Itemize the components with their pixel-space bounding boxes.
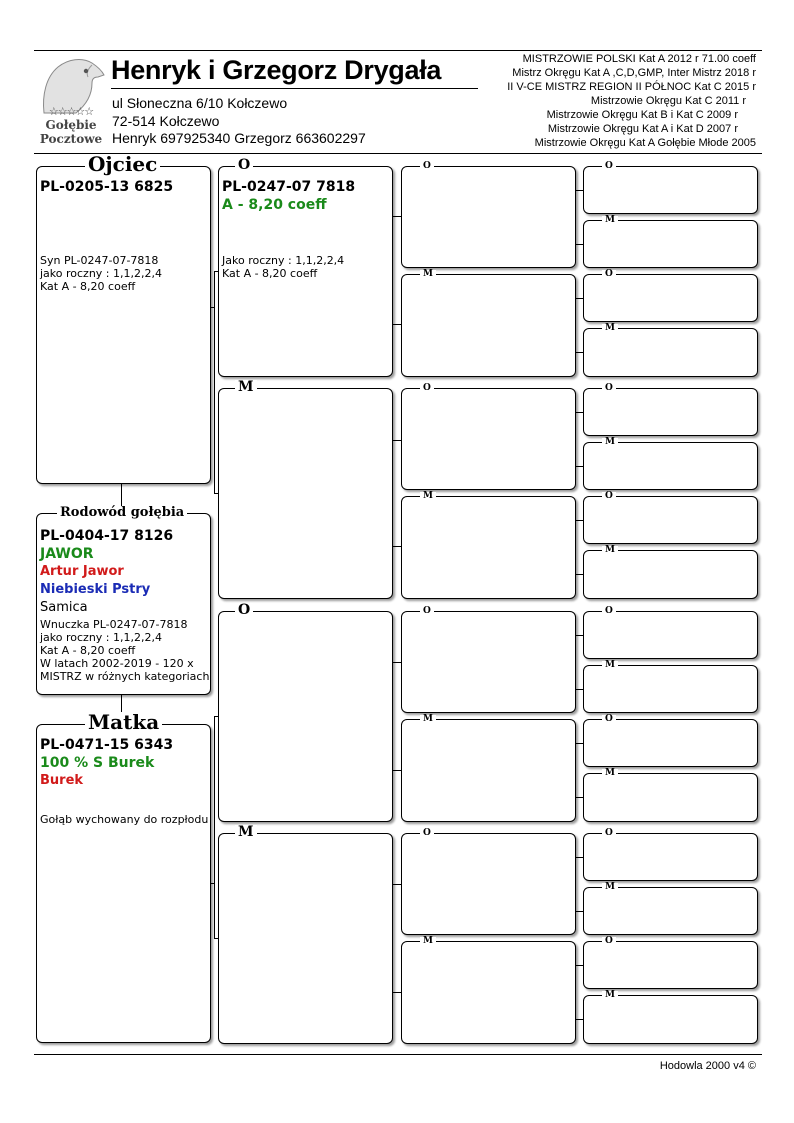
connector xyxy=(576,965,583,966)
gen4-card-2 xyxy=(583,215,758,268)
m-label: M xyxy=(602,216,618,225)
subject-note-4: W latach 2002-2019 - 120 x xyxy=(40,657,194,670)
o-label: O xyxy=(235,158,253,172)
gen4-card-6 xyxy=(583,437,758,490)
o-label: O xyxy=(420,829,434,838)
connector xyxy=(393,216,401,217)
dam-note-1: Gołąb wychowany do rozpłodu xyxy=(40,813,209,826)
gen4-card-16 xyxy=(583,990,758,1044)
achievement-7: Mistrzowie Okręgu Kat A Gołębie Młode 2005 xyxy=(534,137,756,149)
achievement-1: MISTRZOWIE POLSKI Kat A 2012 r 71.00 coeff xyxy=(522,53,756,65)
sire-sire-coeff: A - 8,20 coeff xyxy=(222,197,327,213)
connector xyxy=(393,662,401,663)
gen4-card-14 xyxy=(583,882,758,935)
gen3-card-7 xyxy=(401,828,576,935)
connector xyxy=(214,716,215,939)
connector xyxy=(576,352,583,353)
o-label: O xyxy=(602,937,616,946)
achievement-3: II V-CE MISTRZ REGION II PÓŁNOC Kat C 2015 r xyxy=(507,81,756,93)
m-label: M xyxy=(602,546,618,555)
gen4-card-7 xyxy=(583,491,758,544)
connector xyxy=(576,911,583,912)
o-label: O xyxy=(602,492,616,501)
gen3-card-8 xyxy=(401,936,576,1044)
sire-label: Ojciec xyxy=(85,154,160,174)
gen3-card-5 xyxy=(401,606,576,713)
footer-software: Hodowla 2000 v4 © xyxy=(659,1060,756,1072)
dam-card xyxy=(36,710,211,1043)
o-label: O xyxy=(235,603,253,617)
m-label: M xyxy=(420,492,436,501)
sire-note-1: Syn PL-0247-07-7818 xyxy=(40,254,159,267)
connector xyxy=(214,271,215,494)
logo xyxy=(36,55,106,149)
achievement-5: Mistrzowie Okręgu Kat B i Kat C 2009 r xyxy=(546,109,738,121)
gen3-card-2 xyxy=(401,269,576,377)
connector xyxy=(576,466,583,467)
connector xyxy=(576,244,583,245)
o-label: O xyxy=(602,715,616,724)
connector xyxy=(393,992,401,993)
connector xyxy=(393,324,401,325)
gen4-card-13 xyxy=(583,828,758,881)
o-label: O xyxy=(602,162,616,171)
sire-note-2: jako roczny : 1,1,2,2,4 xyxy=(40,267,162,280)
achievement-2: Mistrz Okręgu Kat A ,C,D,GMP, Inter Mistrz 2018 r xyxy=(512,67,756,79)
address-street: ul Słoneczna 6/10 Kołczewo xyxy=(112,95,288,111)
m-label: M xyxy=(420,270,436,279)
breeder-name-underline xyxy=(111,88,478,89)
connector xyxy=(576,190,583,191)
logo-stars: ☆☆☆☆☆ xyxy=(48,105,94,118)
connector xyxy=(214,938,218,939)
m-label: M xyxy=(602,883,618,892)
breeder-name: Henryk i Grzegorz Drygała xyxy=(111,55,442,85)
sire-ring: PL-0205-13 6825 xyxy=(40,179,174,195)
o-label: O xyxy=(420,607,434,616)
gen3-card-4 xyxy=(401,491,576,599)
connector xyxy=(393,440,401,441)
sire-sire-note-2: Kat A - 8,20 coeff xyxy=(222,267,318,280)
o-label: O xyxy=(420,162,434,171)
gen4-card-11 xyxy=(583,714,758,767)
subject-color: Niebieski Pstry xyxy=(40,582,151,597)
dam-strain: 100 % S Burek xyxy=(40,755,155,771)
header-top-rule xyxy=(34,50,762,51)
gen4-card-4 xyxy=(583,323,758,377)
connector xyxy=(576,743,583,744)
subject-note-2: jako roczny : 1,1,2,2,4 xyxy=(40,631,162,644)
phones: Henryk 697925340 Grzegorz 663602297 xyxy=(112,130,366,146)
subject-note-3: Kat A - 8,20 coeff xyxy=(40,644,136,657)
m-label: M xyxy=(235,380,257,394)
gen4-card-12 xyxy=(583,768,758,822)
connector xyxy=(393,546,401,547)
gen4-card-9 xyxy=(583,606,758,659)
gen4-card-1 xyxy=(583,161,758,214)
subject-note-5: MISTRZ w różnych kategoriach xyxy=(40,670,210,683)
subject-name: JAWOR xyxy=(40,546,94,562)
connector xyxy=(214,271,218,272)
footer-rule xyxy=(34,1054,762,1055)
m-label: M xyxy=(420,715,436,724)
gen4-card-5 xyxy=(583,383,758,436)
o-label: O xyxy=(602,384,616,393)
connector xyxy=(393,770,401,771)
gen3-card-3 xyxy=(401,383,576,490)
dam-ring: PL-0471-15 6343 xyxy=(40,737,174,753)
gen4-card-8 xyxy=(583,545,758,599)
subject-card xyxy=(36,505,211,695)
connector xyxy=(576,857,583,858)
sire-card xyxy=(36,152,211,484)
gen4-card-3 xyxy=(583,269,758,322)
gen3-card-1 xyxy=(401,161,576,268)
gen4-card-10 xyxy=(583,660,758,713)
dam-name: Burek xyxy=(40,773,84,788)
connector xyxy=(214,716,218,717)
dam-sire-card xyxy=(218,602,393,822)
sire-dam-card xyxy=(218,379,393,599)
subject-note-1: Wnuczka PL-0247-07-7818 xyxy=(40,618,188,631)
sire-sire-card xyxy=(218,157,393,377)
o-label: O xyxy=(602,270,616,279)
m-label: M xyxy=(602,324,618,333)
subject-owner: Artur Jawor xyxy=(40,564,124,579)
sire-sire-note-1: Jako roczny : 1,1,2,2,4 xyxy=(222,254,345,267)
dam-dam-card xyxy=(218,824,393,1044)
connector xyxy=(576,412,583,413)
connector xyxy=(576,689,583,690)
subject-label: Rodowód gołębia xyxy=(57,506,187,519)
m-label: M xyxy=(602,769,618,778)
sire-note-3: Kat A - 8,20 coeff xyxy=(40,280,136,293)
o-label: O xyxy=(602,607,616,616)
address-city: 72-514 Kołczewo xyxy=(112,113,220,129)
connector xyxy=(576,1019,583,1020)
sire-sire-ring: PL-0247-07 7818 xyxy=(222,179,356,195)
o-label: O xyxy=(602,829,616,838)
subject-ring: PL-0404-17 8126 xyxy=(40,528,174,544)
achievement-4: Mistrzowie Okręgu Kat C 2011 r xyxy=(590,95,746,107)
subject-sex: Samica xyxy=(40,600,88,615)
connector xyxy=(576,574,583,575)
connector xyxy=(576,797,583,798)
dam-label: Matka xyxy=(85,712,162,732)
logo-text-line1: Gołębie xyxy=(45,118,97,132)
connector xyxy=(576,520,583,521)
connector xyxy=(393,884,401,885)
m-label: M xyxy=(602,438,618,447)
achievement-6: Mistrzowie Okręgu Kat A i Kat D 2007 r xyxy=(547,123,738,135)
gen3-card-6 xyxy=(401,714,576,822)
logo-text-line2: Pocztowe xyxy=(39,132,103,146)
m-label: M xyxy=(420,937,436,946)
connector xyxy=(214,493,218,494)
o-label: O xyxy=(420,384,434,393)
m-label: M xyxy=(602,661,618,670)
connector xyxy=(576,298,583,299)
m-label: M xyxy=(235,825,257,839)
connector xyxy=(576,635,583,636)
gen4-card-15 xyxy=(583,936,758,989)
m-label: M xyxy=(602,991,618,1000)
